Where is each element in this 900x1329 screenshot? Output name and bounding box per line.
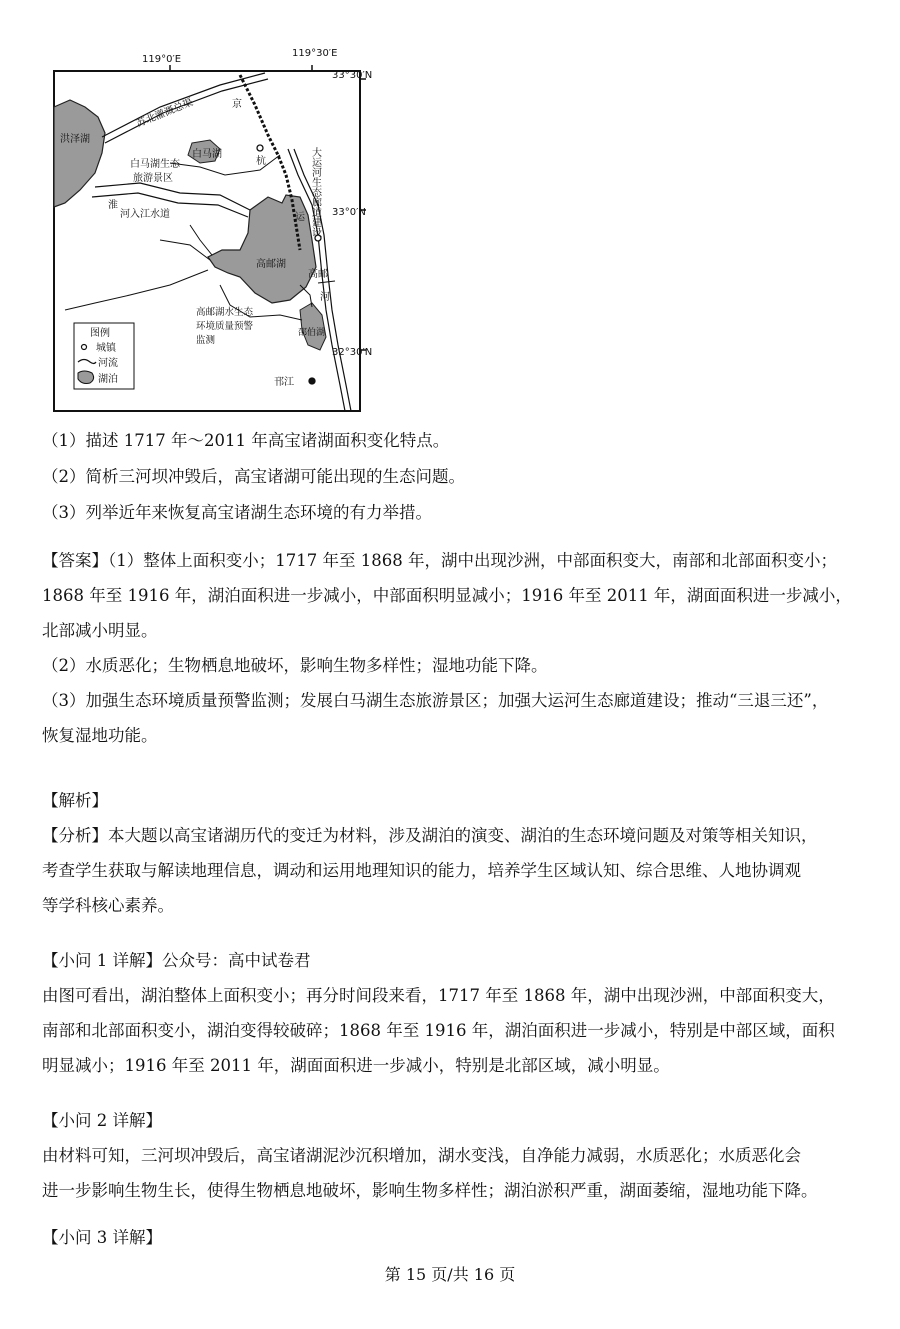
q2-line: 由材料可知，三河坝冲毁后，高宝诸湖泥沙沉积增加，湖水变浅，自净能力减弱，水质恶化；水质恶化会 [42, 1146, 801, 1165]
lon2-label: 119°30′E [292, 48, 338, 59]
answer-line: 北部减小明显。 [42, 621, 158, 640]
map-legend [74, 323, 134, 389]
page-footer: 第 15 页/共 16 页 [384, 1265, 516, 1284]
q1-line: 由图可看出，湖泊整体上面积变小；再分时间段来看，1717 年至 1868 年，湖中出现沙洲，中部面积变大， [42, 986, 835, 1005]
monitor-label-1: 高邮湖水生态 [196, 307, 254, 318]
answer-line: 恢复湿地功能。 [42, 726, 158, 745]
q2-heading: 【小问 2 详解】 [42, 1111, 162, 1130]
q2-line: 进一步影响生物生长，使得生物栖息地破坏，影响生物多样性；湖泊淤积严重，湖面萎缩，湿地功能下降。 [42, 1181, 818, 1200]
gaoyou-town-label: 高邮 [308, 269, 328, 280]
yun-label: 运 [295, 212, 305, 223]
lat3-label: 32°30′N [332, 347, 373, 358]
legend-title: 图例 [90, 328, 110, 339]
legend-town-icon [82, 345, 87, 350]
question-3: （3）列举近年来恢复高宝诸湖生态环境的有力举措。 [42, 503, 432, 522]
lat2-label: 33°0′N [332, 207, 366, 218]
huai-label-2: 河入江水道 [120, 209, 170, 220]
legend-lake-icon [78, 371, 94, 384]
answer-line: （2）水质恶化；生物栖息地破坏，影响生物多样性；湿地功能下降。 [42, 656, 548, 675]
he-label: 河 [320, 292, 330, 303]
q2-detail-block [42, 1105, 872, 1206]
subei-canal-label: 苏北灌溉总渠 [135, 97, 195, 130]
corridor-label: 大运河生态廊道建设 [309, 147, 321, 237]
answer-line: 【答案】（1）整体上面积变小；1717 年至 1868 年，湖中出现沙洲，中部面积变大，南部和北部面积变小； [42, 551, 837, 570]
question-1: （1）描述 1717 年～2011 年高宝诸湖面积变化特点。 [42, 431, 450, 450]
q1-line: 明显减小；1916 年至 2011 年，湖面面积进一步减小，特别是北部区域，减小明显。 [42, 1056, 670, 1075]
jing-label: 京 [232, 99, 242, 110]
legend-lake: 湖泊 [98, 374, 118, 385]
map-figure [50, 45, 375, 417]
hanjiang-town-dot [309, 378, 315, 384]
q1-detail-block [42, 945, 872, 1081]
hongze-label: 洪泽湖 [60, 134, 90, 145]
answer-line: （3）加强生态环境质量预警监测；发展白马湖生态旅游景区；加强大运河生态廊道建设；推动“三退三还”， [42, 691, 829, 710]
answer-line: 1868 年至 1916 年，湖泊面积进一步减小，中部面积明显减小；1916 年至 2011 年，湖面面积进一步减小， [42, 586, 852, 605]
gaoyou-lake-label: 高邮湖 [256, 259, 286, 270]
q3-detail-block [42, 1222, 872, 1253]
analysis-line: 考查学生获取与解读地理信息，调动和运用地理知识的能力，培养学生区域认知、综合思维、人地协调观 [42, 861, 801, 880]
huai-label-1: 淮 [108, 200, 118, 211]
q3-heading: 【小问 3 详解】 [42, 1228, 162, 1247]
q1-line: 南部和北部面积变小，湖泊变得较破碎；1868 年至 1916 年，湖泊面积进一步减小，特别是中部区域，面积 [42, 1021, 835, 1040]
baima-zone-label-1: 白马湖生态 [130, 159, 180, 170]
monitor-label-2: 环境质量预警 [196, 321, 254, 332]
legend-river: 河流 [98, 358, 118, 369]
legend-town: 城镇 [96, 343, 116, 354]
question-2: （2）简析三河坝冲毁后，高宝诸湖可能出现的生态问题。 [42, 467, 465, 486]
shaobo-label: 邵伯湖 [298, 328, 326, 338]
monitor-label-3: 监测 [196, 335, 216, 346]
hanjiang-label: 邗江 [274, 377, 294, 388]
questions-block [42, 425, 872, 528]
baoying-town-dot [257, 145, 263, 151]
analysis-line: 【分析】本大题以高宝诸湖历代的变迁为材料，涉及湖泊的演变、湖泊的生态环境问题及对策等相关知识， [42, 826, 818, 845]
analysis-block [42, 785, 872, 921]
baima-lake-label: 白马湖 [192, 149, 222, 160]
lat1-label: 33°30′N [332, 70, 373, 81]
lon1-label: 119°0′E [142, 54, 182, 65]
baima-zone-label-2: 旅游景区 [133, 173, 173, 184]
analysis-heading: 【解析】 [42, 791, 108, 810]
q1-heading: 【小问 1 详解】公众号：高中试卷君 [42, 951, 311, 970]
hang-label: 杭 [256, 156, 266, 167]
answer-block [42, 545, 872, 751]
analysis-line: 等学科核心素养。 [42, 896, 174, 915]
